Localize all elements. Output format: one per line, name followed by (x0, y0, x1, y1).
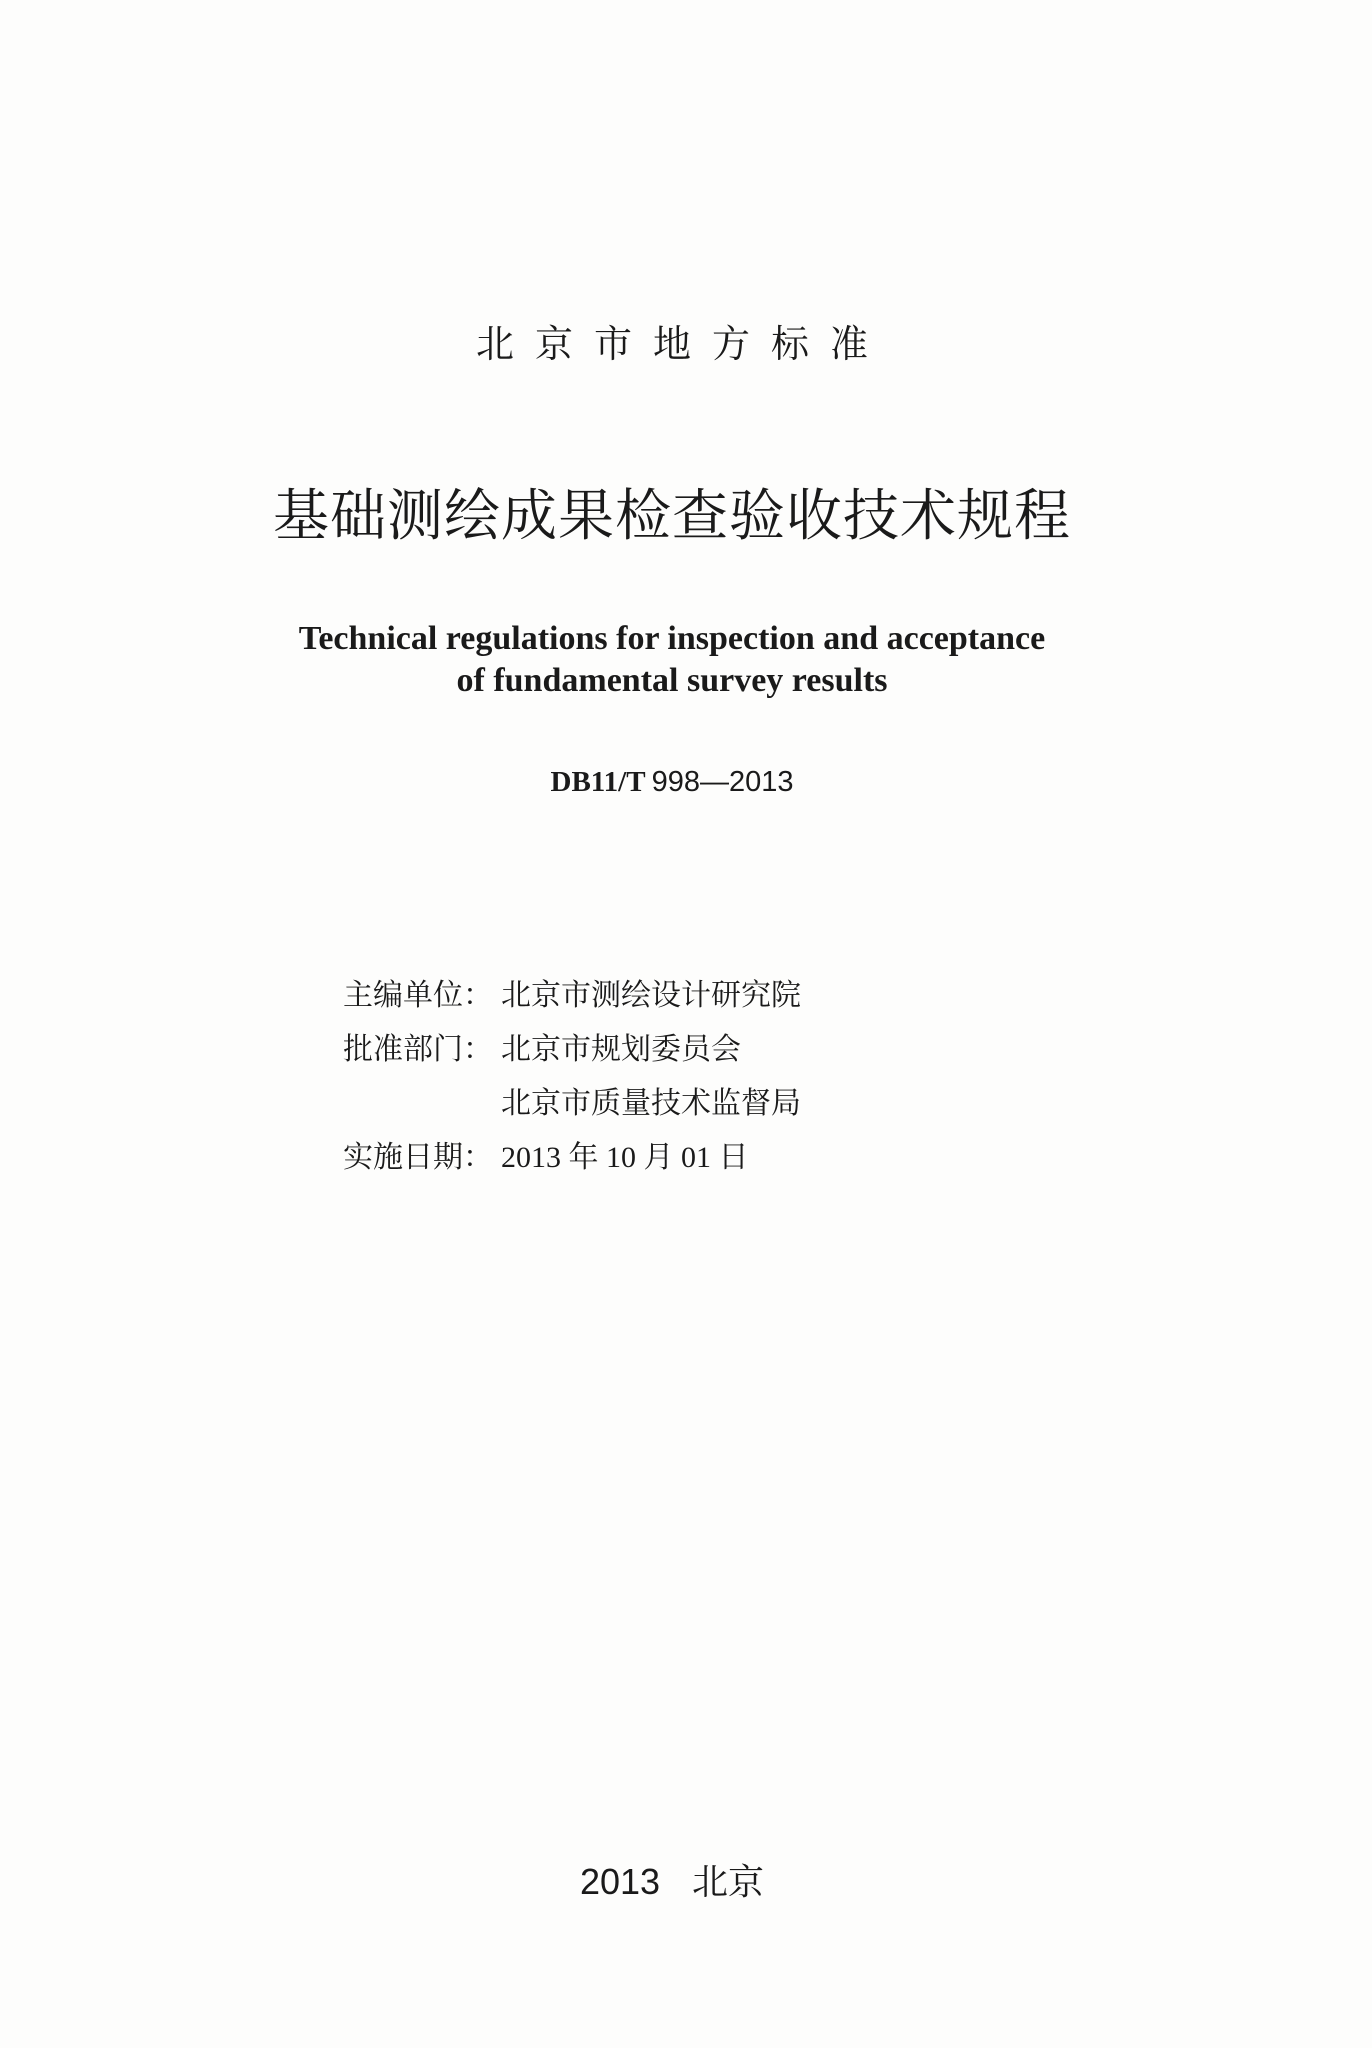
document-title-english-line-2: of fundamental survey results (456, 662, 888, 699)
info-row-editor (343, 976, 1043, 1030)
publication-info (343, 976, 1043, 1192)
info-row-effective-date (343, 1138, 1043, 1192)
info-label: 批准部门： (343, 1033, 493, 1066)
document-title-chinese: 基础测绘成果检查验收技术规程 (273, 484, 1071, 549)
document-title-english (0, 618, 1344, 702)
publication-footer (0, 1860, 1344, 1905)
footer-city: 北京 (692, 1862, 765, 1903)
info-value: 2013 年 10 月 01 日 (501, 1141, 749, 1174)
info-row-approval (343, 1030, 1043, 1084)
info-value: 北京市质量技术监督局 (501, 1087, 801, 1120)
footer-year: 2013 (579, 1861, 661, 1902)
info-label: 主编单位： (343, 979, 493, 1012)
document-title-english-line-1: Technical regulations for inspection and acceptance (298, 620, 1046, 657)
info-label: 实施日期： (343, 1141, 493, 1174)
info-label (343, 1084, 501, 1138)
standard-code: DB11/T (550, 766, 646, 798)
standard-category-heading: 北京市地方标准 (475, 322, 889, 366)
info-row-approval-secondary (343, 1084, 1043, 1138)
standard-number (0, 764, 1344, 800)
standard-number-value: 998—2013 (651, 766, 794, 798)
info-value: 北京市规划委员会 (501, 1033, 741, 1066)
info-value: 北京市测绘设计研究院 (501, 979, 801, 1012)
